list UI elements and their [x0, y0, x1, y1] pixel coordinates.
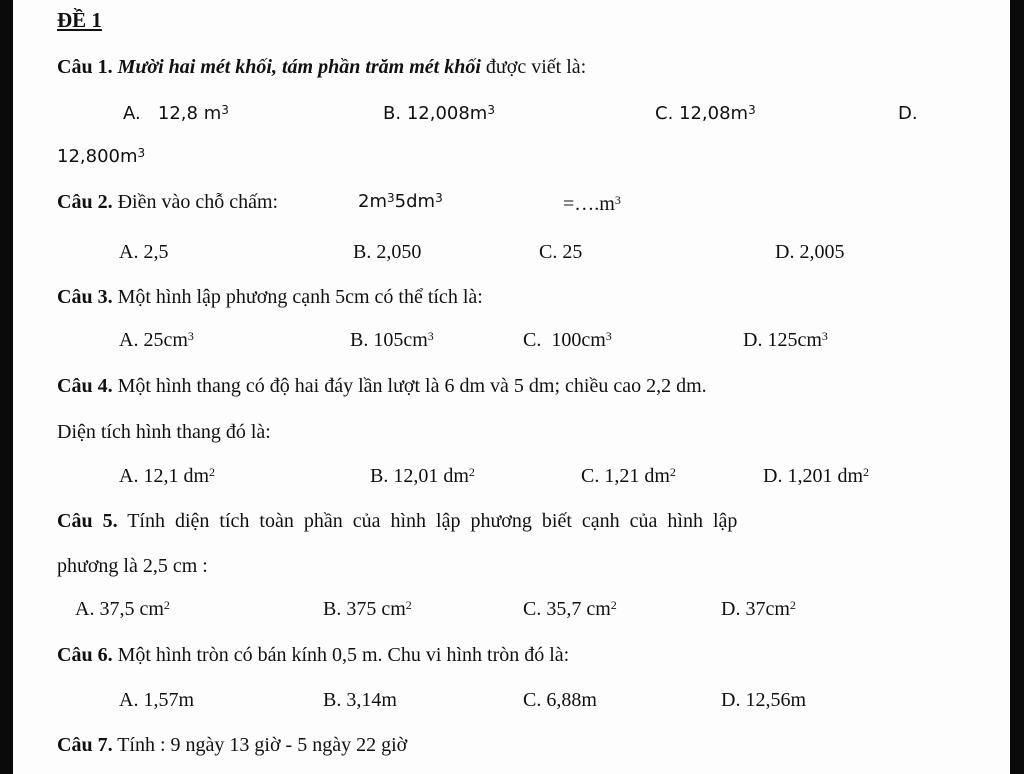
question-text: Điền vào chỗ chấm: — [117, 191, 279, 213]
worksheet-page — [13, 0, 1010, 774]
question-text: Một hình tròn có bán kính 0,5 m. Chu vi hình tròn đó là: — [117, 644, 570, 666]
option-letter: C. — [581, 465, 600, 487]
option-d[interactable] — [721, 688, 806, 712]
blank-exponent: 3 — [614, 193, 621, 207]
option-d[interactable] — [763, 464, 869, 488]
question-4-line-2: Diện tích hình thang đó là: — [57, 421, 271, 443]
option-c[interactable] — [523, 328, 612, 352]
option-value: 12,1 dm — [143, 465, 210, 487]
option-letter: A. — [119, 241, 139, 263]
question-text: Tính diện tích toàn phần của hình lập phương biết cạnh của hình lập — [127, 510, 738, 532]
option-letter: C. — [523, 329, 542, 351]
option-letter: C. — [523, 598, 542, 620]
question-4 — [57, 374, 707, 398]
option-value: 1,57m — [143, 689, 195, 711]
option-a[interactable] — [123, 102, 229, 126]
question-label: Câu 4. — [57, 375, 113, 397]
left-border — [0, 0, 13, 774]
expression-part: 5dm — [394, 191, 436, 212]
option-value: 125cm — [767, 329, 822, 351]
option-exponent: 2 — [468, 465, 475, 479]
option-d[interactable] — [721, 597, 796, 621]
option-c[interactable] — [581, 464, 676, 488]
option-value: 37cm — [745, 598, 790, 620]
option-value: 105cm — [373, 329, 428, 351]
option-d[interactable] — [775, 240, 844, 264]
option-value: 12,8 m — [157, 103, 222, 124]
option-letter: B. — [370, 465, 389, 487]
option-b[interactable] — [323, 597, 412, 621]
question-label: Câu 3. — [57, 286, 113, 308]
question-3 — [57, 285, 483, 309]
option-value: 12,56m — [745, 689, 807, 711]
option-letter: B. — [323, 689, 342, 711]
option-c[interactable] — [523, 688, 597, 712]
option-letter: A. — [119, 689, 139, 711]
option-c[interactable] — [655, 102, 756, 126]
option-exponent: 2 — [789, 598, 796, 612]
option-letter: A. — [75, 598, 95, 620]
option-value: 2,005 — [799, 241, 845, 263]
option-letter: D. — [721, 689, 741, 711]
question-label: Câu 7. — [57, 734, 113, 756]
option-value: 6,88m — [546, 689, 597, 711]
option-letter: B. — [323, 598, 342, 620]
option-value: 100cm — [551, 329, 606, 351]
option-letter: B. — [350, 329, 369, 351]
option-exponent: 2 — [610, 598, 617, 612]
option-a[interactable] — [119, 240, 168, 264]
option-value: 1,201 dm — [787, 465, 864, 487]
option-value: 25 — [562, 241, 583, 263]
question-6 — [57, 643, 569, 667]
expression-part: 2m — [358, 191, 387, 212]
question-label: Câu 6. — [57, 644, 113, 666]
option-exponent: 3 — [187, 329, 194, 343]
option-exponent: 3 — [221, 103, 229, 117]
option-value: 12,800m — [57, 146, 138, 167]
option-letter: D. — [763, 465, 783, 487]
question-2-expression — [358, 190, 443, 214]
option-b[interactable] — [323, 688, 397, 712]
option-exponent: 3 — [821, 329, 828, 343]
option-b[interactable] — [350, 328, 434, 352]
expression-exponent: 3 — [435, 191, 443, 205]
option-exponent: 3 — [748, 103, 756, 117]
fill-in-blank[interactable] — [563, 192, 621, 216]
option-a[interactable] — [119, 688, 194, 712]
option-b[interactable] — [383, 102, 495, 126]
option-letter: C. — [655, 103, 674, 124]
option-value: 37,5 cm — [99, 598, 164, 620]
question-5-line-2: phương là 2,5 cm : — [57, 555, 208, 577]
question-5 — [57, 509, 737, 533]
option-value: 35,7 cm — [546, 598, 611, 620]
option-b[interactable] — [353, 240, 421, 264]
question-text-italic: Mười hai mét khối, tám phần trăm mét khối — [117, 56, 481, 78]
option-letter: A. — [119, 465, 139, 487]
question-text: Một hình lập phương cạnh 5cm có thể tích là: — [117, 286, 483, 308]
option-c[interactable] — [539, 240, 582, 264]
expression-exponent: 3 — [387, 191, 395, 205]
option-value: 12,01 dm — [393, 465, 469, 487]
option-letter: D. — [743, 329, 763, 351]
option-d-value — [57, 145, 145, 169]
blank-text: =….m — [563, 193, 615, 215]
option-exponent: 3 — [605, 329, 612, 343]
option-value: 1,21 dm — [604, 465, 670, 487]
option-value: 12,008m — [406, 103, 488, 124]
option-c[interactable] — [523, 597, 617, 621]
option-exponent: 2 — [405, 598, 412, 612]
option-b[interactable] — [370, 464, 475, 488]
option-exponent: 3 — [487, 103, 495, 117]
option-letter: D. — [775, 241, 795, 263]
option-value: 12,08m — [679, 103, 749, 124]
option-a[interactable] — [119, 464, 215, 488]
option-letter: B. — [353, 241, 372, 263]
right-border — [1010, 0, 1024, 774]
worksheet-title: ĐỀ 1 — [57, 8, 102, 32]
option-value: 2,5 — [143, 241, 169, 263]
option-exponent: 2 — [863, 465, 870, 479]
question-label: Câu 2. — [57, 191, 113, 213]
option-exponent: 2 — [163, 598, 170, 612]
option-exponent: 2 — [669, 465, 676, 479]
option-letter: A. — [119, 329, 139, 351]
question-2 — [57, 190, 278, 214]
question-label: Câu 1. — [57, 56, 113, 78]
option-exponent: 2 — [209, 465, 216, 479]
option-value: 3,14m — [346, 689, 397, 711]
option-letter: C. — [539, 241, 558, 263]
option-value: 2,050 — [376, 241, 422, 263]
option-d-letter[interactable]: D. — [898, 103, 918, 124]
question-label: Câu 5. — [57, 510, 118, 532]
option-exponent: 3 — [137, 146, 146, 160]
option-letter: C. — [523, 689, 542, 711]
option-exponent: 3 — [427, 329, 434, 343]
question-text: được viết là: — [485, 56, 587, 78]
option-value: 375 cm — [346, 598, 406, 620]
question-text: Một hình thang có độ hai đáy lần lượt là 6 dm và 5 dm; chiều cao 2,2 dm. — [117, 375, 707, 397]
question-1 — [57, 55, 586, 79]
question-text: Tính : 9 ngày 13 giờ - 5 ngày 22 giờ — [117, 734, 408, 756]
option-a[interactable] — [75, 597, 170, 621]
option-letter: B. — [383, 103, 402, 124]
option-letter: A. — [123, 103, 141, 124]
question-7 — [57, 733, 407, 757]
option-a[interactable] — [119, 328, 194, 352]
option-letter: D. — [721, 598, 741, 620]
option-d[interactable] — [743, 328, 828, 352]
option-value: 25cm — [143, 329, 188, 351]
